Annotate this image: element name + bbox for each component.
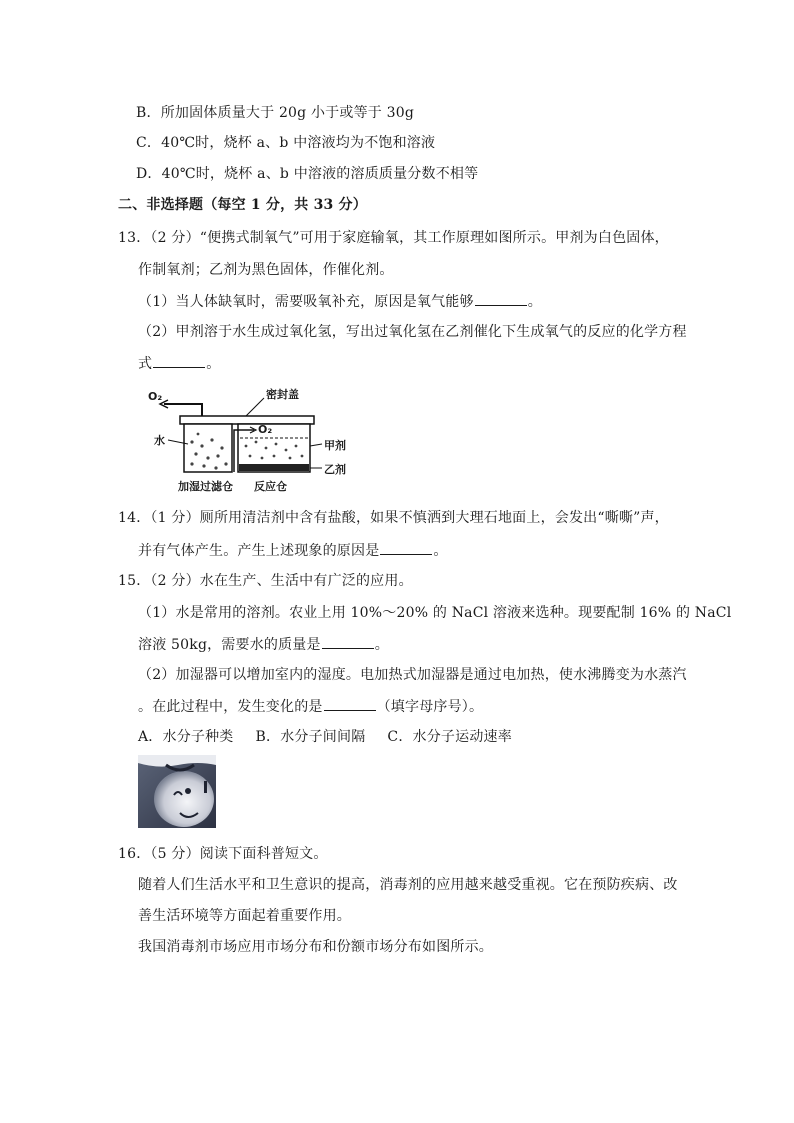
q13-line2: 作制氧剂；乙剂为黑色固体，作催化剂。 — [138, 262, 394, 278]
option-c: C．40℃时，烧杯 a、b 中溶液均为不饱和溶液 — [136, 135, 436, 151]
q15-sub1-text: 溶液 50kg，需要水的质量是 — [138, 637, 321, 653]
label-agent-b: 乙剂 — [324, 463, 346, 476]
q13-sub1-text: （1）当人体缺氧时，需要吸氧补充，原因是氧气能够 — [138, 294, 474, 310]
label-o2-out: O₂ — [148, 390, 163, 403]
humidifier-photo-svg — [138, 755, 216, 828]
q15-sub2-line1: （2）加湿器可以增加室内的湿度。电加热式加湿器是通过电加热，使水沸腾变为水蒸汽 — [138, 667, 687, 683]
q15-sub1-end: 。 — [374, 637, 389, 653]
q16-p2: 我国消毒剂市场应用市场分布和份额市场分布如图所示。 — [138, 939, 493, 955]
q14-line2-text: 并有气体产生。产生上述现象的原因是 — [138, 543, 380, 559]
q15-choice-a: A．水分子种类 — [138, 729, 234, 745]
q13-sub2-end: 。 — [206, 356, 221, 372]
label-water: 水 — [154, 434, 165, 447]
q13-sub1-blank — [475, 291, 527, 306]
label-seal: 密封盖 — [266, 388, 299, 401]
seal-lid — [180, 416, 314, 424]
label-agent-a: 甲剂 — [324, 439, 346, 452]
section-title: 二、非选择题（每空 1 分，共 33 分） — [118, 197, 367, 213]
q13-line1: 13．（2 分）“便携式制氧气”可用于家庭输氧，其工作原理如图所示。甲剂为白色固体， — [118, 230, 669, 246]
q13-sub2-line2 — [138, 353, 220, 374]
label-chamber-right: 反应仓 — [254, 480, 287, 493]
option-b: B．所加固体质量大于 20g 小于或等于 30g — [136, 105, 414, 121]
q15-sub2-end: （填字母序号）。 — [376, 699, 484, 715]
label-o2-inner: O₂ — [258, 423, 273, 436]
q15-sub2-text: 。在此过程中，发生变化的是 — [138, 699, 323, 715]
q13-sub1-end: 。 — [527, 294, 542, 310]
q13-sub1 — [138, 291, 542, 312]
q15-sub1-blank — [322, 634, 374, 649]
agent-a-pointer — [310, 444, 322, 446]
q15-sub2-blank — [324, 696, 376, 711]
q16-line1: 16．（5 分）阅读下面科普短文。 — [118, 846, 328, 862]
q16-p1-line1: 随着人们生活水平和卫生意识的提高，消毒剂的应用越来越受重视。它在预防疾病、改 — [138, 877, 678, 893]
q14-line2 — [138, 540, 448, 561]
q16-p1-line2: 善生活环境等方面起着重要作用。 — [138, 908, 351, 924]
q15-sub2-line2 — [138, 696, 483, 717]
q15-line1: 15．（2 分）水在生产、生活中有广泛的应用。 — [118, 573, 413, 589]
option-d: D．40℃时，烧杯 a、b 中溶液的溶质质量分数不相等 — [136, 166, 479, 182]
q15-sub1-line2 — [138, 634, 389, 655]
q14-line2-end: 。 — [433, 543, 448, 559]
catalyst-layer — [239, 464, 309, 471]
q14-blank — [380, 540, 432, 555]
q15-choice-b: B．水分子间间隔 — [255, 729, 366, 745]
label-chamber-left: 加湿过滤仓 — [178, 480, 233, 493]
seal-pointer — [246, 398, 264, 416]
humidifier-photo — [138, 755, 216, 828]
q13-sub2-line1: （2）甲剂溶于水生成过氧化氢，写出过氧化氢在乙剂催化下生成氧气的反应的化学方程 — [138, 324, 687, 340]
oxygen-generator-diagram — [146, 384, 354, 496]
q13-sub2-blank — [153, 353, 205, 368]
q14-line1: 14．（1 分）厕所用清洁剂中含有盐酸，如果不慎洒到大理石地面上，会发出“嘶嘶”声， — [118, 510, 669, 526]
q13-sub2-text: 式 — [138, 356, 153, 372]
q15-choice-c: C．水分子运动速率 — [387, 729, 512, 745]
q15-sub1-line1: （1）水是常用的溶剂。农业上用 10%～20% 的 NaCl 溶液来选种。现要配制 16% 的 NaCl — [138, 605, 732, 621]
q15-choices — [138, 727, 534, 747]
